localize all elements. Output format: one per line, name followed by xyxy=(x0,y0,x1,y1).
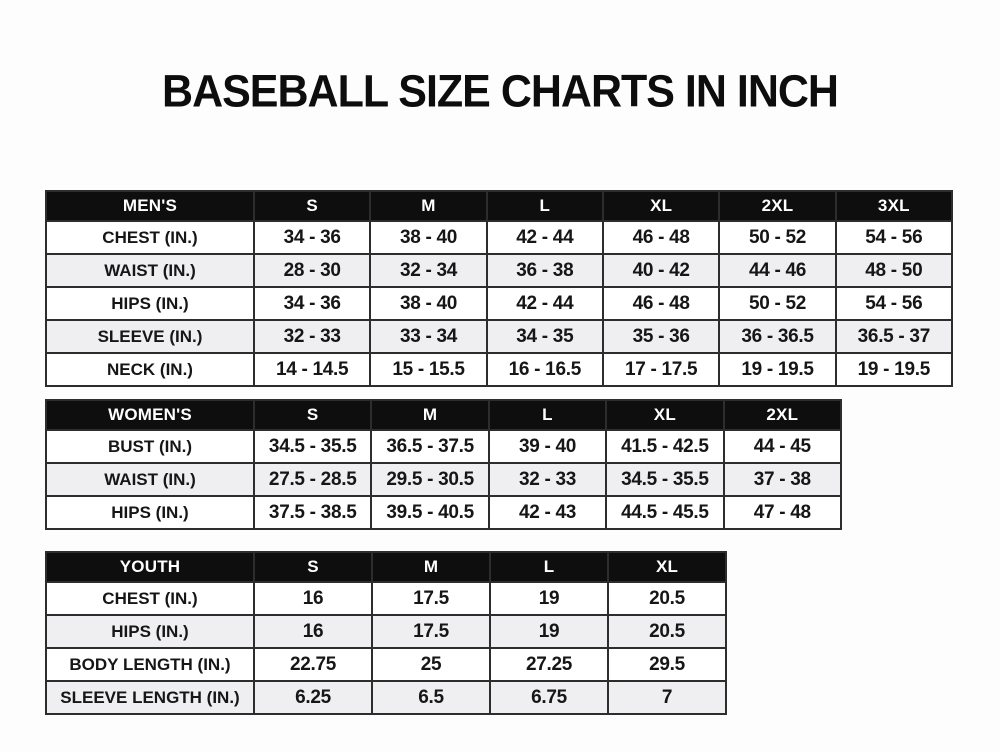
mens-size-table xyxy=(45,190,953,387)
size-cell: 44 - 46 xyxy=(719,254,835,287)
column-header: M xyxy=(371,400,488,430)
size-cell: 42 - 43 xyxy=(489,496,606,529)
row-label: HIPS (IN.) xyxy=(46,287,254,320)
table-row xyxy=(46,582,726,615)
page-title: BASEBALL SIZE CHARTS IN INCH xyxy=(162,66,838,118)
size-cell: 29.5 - 30.5 xyxy=(371,463,488,496)
size-cell: 20.5 xyxy=(608,582,726,615)
size-cell: 37 - 38 xyxy=(724,463,841,496)
size-cell: 34 - 35 xyxy=(487,320,603,353)
youth-size-table xyxy=(45,551,727,715)
column-header: S xyxy=(254,400,371,430)
size-cell: 34.5 - 35.5 xyxy=(254,430,371,463)
size-cell: 7 xyxy=(608,681,726,714)
table-row xyxy=(46,353,952,386)
row-label: SLEEVE LENGTH (IN.) xyxy=(46,681,254,714)
row-label: NECK (IN.) xyxy=(46,353,254,386)
table-row xyxy=(46,430,841,463)
column-header: 2XL xyxy=(719,191,835,221)
size-cell: 38 - 40 xyxy=(370,287,486,320)
column-header: 3XL xyxy=(836,191,952,221)
size-cell: 48 - 50 xyxy=(836,254,952,287)
row-label: WAIST (IN.) xyxy=(46,254,254,287)
header-row xyxy=(46,552,726,582)
youth-table-title: YOUTH xyxy=(46,552,254,582)
table-row xyxy=(46,320,952,353)
size-cell: 22.75 xyxy=(254,648,372,681)
size-cell: 36.5 - 37 xyxy=(836,320,952,353)
row-label: CHEST (IN.) xyxy=(46,221,254,254)
womens-table-title: WOMEN'S xyxy=(46,400,254,430)
size-cell: 42 - 44 xyxy=(487,221,603,254)
size-cell: 16 xyxy=(254,615,372,648)
row-label: SLEEVE (IN.) xyxy=(46,320,254,353)
mens-table-title: MEN'S xyxy=(46,191,254,221)
size-cell: 46 - 48 xyxy=(603,287,719,320)
size-cell: 34 - 36 xyxy=(254,287,370,320)
size-cell: 40 - 42 xyxy=(603,254,719,287)
size-cell: 34 - 36 xyxy=(254,221,370,254)
size-cell: 29.5 xyxy=(608,648,726,681)
size-cell: 50 - 52 xyxy=(719,287,835,320)
size-cell: 17.5 xyxy=(372,582,490,615)
size-cell: 16 xyxy=(254,582,372,615)
row-label: BODY LENGTH (IN.) xyxy=(46,648,254,681)
row-label: HIPS (IN.) xyxy=(46,615,254,648)
column-header: XL xyxy=(603,191,719,221)
column-header: L xyxy=(487,191,603,221)
size-cell: 36.5 - 37.5 xyxy=(371,430,488,463)
size-cell: 14 - 14.5 xyxy=(254,353,370,386)
size-cell: 19 - 19.5 xyxy=(719,353,835,386)
column-header: L xyxy=(489,400,606,430)
size-cell: 27.5 - 28.5 xyxy=(254,463,371,496)
header-row xyxy=(46,191,952,221)
size-cell: 32 - 33 xyxy=(254,320,370,353)
table-row xyxy=(46,254,952,287)
row-label: HIPS (IN.) xyxy=(46,496,254,529)
size-cell: 6.25 xyxy=(254,681,372,714)
size-cell: 25 xyxy=(372,648,490,681)
size-cell: 6.5 xyxy=(372,681,490,714)
size-cell: 32 - 33 xyxy=(489,463,606,496)
womens-size-table xyxy=(45,399,842,530)
size-cell: 42 - 44 xyxy=(487,287,603,320)
size-cell: 54 - 56 xyxy=(836,287,952,320)
size-cell: 27.25 xyxy=(490,648,608,681)
size-cell: 39.5 - 40.5 xyxy=(371,496,488,529)
table-row xyxy=(46,287,952,320)
size-cell: 19 xyxy=(490,615,608,648)
size-cell: 41.5 - 42.5 xyxy=(606,430,723,463)
size-cell: 46 - 48 xyxy=(603,221,719,254)
size-cell: 19 - 19.5 xyxy=(836,353,952,386)
size-cell: 20.5 xyxy=(608,615,726,648)
size-cell: 50 - 52 xyxy=(719,221,835,254)
table-row xyxy=(46,681,726,714)
column-header: M xyxy=(372,552,490,582)
size-cell: 39 - 40 xyxy=(489,430,606,463)
size-cell: 47 - 48 xyxy=(724,496,841,529)
size-cell: 38 - 40 xyxy=(370,221,486,254)
size-cell: 34.5 - 35.5 xyxy=(606,463,723,496)
column-header: XL xyxy=(608,552,726,582)
size-cell: 17.5 xyxy=(372,615,490,648)
column-header: M xyxy=(370,191,486,221)
table-row xyxy=(46,615,726,648)
size-cell: 28 - 30 xyxy=(254,254,370,287)
column-header: S xyxy=(254,552,372,582)
column-header: 2XL xyxy=(724,400,841,430)
size-cell: 54 - 56 xyxy=(836,221,952,254)
table-row xyxy=(46,648,726,681)
size-cell: 35 - 36 xyxy=(603,320,719,353)
header-row xyxy=(46,400,841,430)
size-cell: 32 - 34 xyxy=(370,254,486,287)
size-cell: 44 - 45 xyxy=(724,430,841,463)
row-label: CHEST (IN.) xyxy=(46,582,254,615)
size-cell: 17 - 17.5 xyxy=(603,353,719,386)
table-row xyxy=(46,496,841,529)
table-row xyxy=(46,221,952,254)
size-cell: 44.5 - 45.5 xyxy=(606,496,723,529)
column-header: XL xyxy=(606,400,723,430)
size-cell: 19 xyxy=(490,582,608,615)
column-header: L xyxy=(490,552,608,582)
row-label: WAIST (IN.) xyxy=(46,463,254,496)
column-header: S xyxy=(254,191,370,221)
table-row xyxy=(46,463,841,496)
size-cell: 37.5 - 38.5 xyxy=(254,496,371,529)
size-cell: 33 - 34 xyxy=(370,320,486,353)
row-label: BUST (IN.) xyxy=(46,430,254,463)
size-cell: 15 - 15.5 xyxy=(370,353,486,386)
size-cell: 36 - 36.5 xyxy=(719,320,835,353)
size-cell: 16 - 16.5 xyxy=(487,353,603,386)
size-cell: 6.75 xyxy=(490,681,608,714)
size-cell: 36 - 38 xyxy=(487,254,603,287)
